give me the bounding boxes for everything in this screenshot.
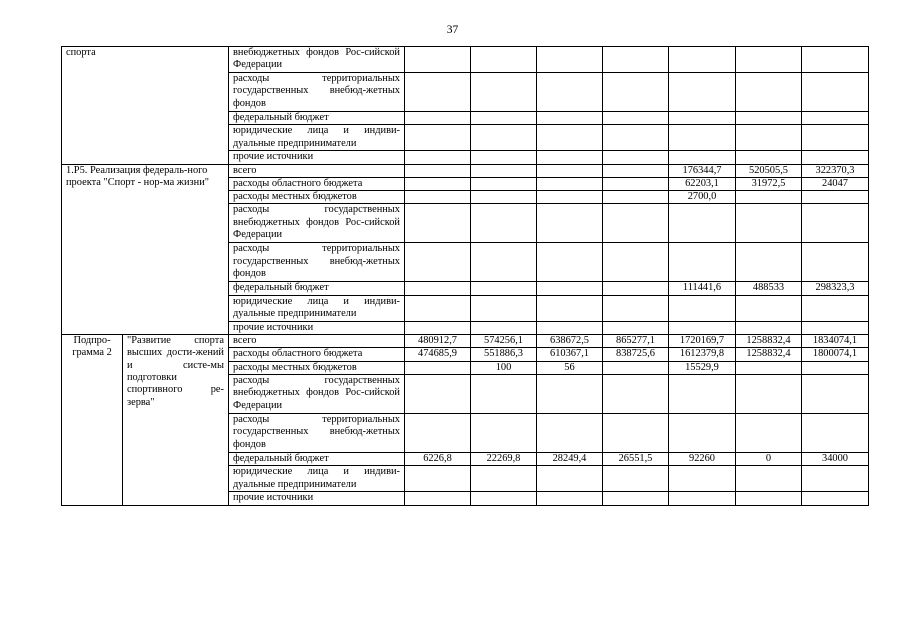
source-label: расходы государственных внебюджетных фондов Рос-сийской Федерации [229, 204, 405, 243]
empty-cell [669, 151, 736, 164]
value-cell [405, 191, 471, 204]
source-label: расходы территориальных государственных внебюд-жетных фондов [229, 243, 405, 282]
empty-cell [405, 73, 471, 112]
empty-cell [603, 295, 669, 321]
empty-cell [669, 492, 736, 505]
value-cell [405, 164, 471, 177]
empty-cell [669, 112, 736, 125]
empty-cell [603, 243, 669, 282]
empty-cell [405, 466, 471, 492]
source-label: расходы областного бюджета [229, 348, 405, 361]
empty-cell [802, 466, 869, 492]
empty-cell [802, 73, 869, 112]
value-cell: 0 [736, 452, 802, 465]
value-cell [537, 191, 603, 204]
empty-cell [405, 413, 471, 452]
value-cell [802, 361, 869, 374]
value-cell: 610367,1 [537, 348, 603, 361]
value-cell: 2700,0 [669, 191, 736, 204]
value-cell: 6226,8 [405, 452, 471, 465]
value-cell: 1612379,8 [669, 348, 736, 361]
empty-cell [802, 374, 869, 413]
source-label: федеральный бюджет [229, 452, 405, 465]
program-name: спорта [62, 47, 229, 165]
value-cell: 298323,3 [802, 282, 869, 295]
empty-cell [736, 112, 802, 125]
empty-cell [537, 413, 603, 452]
empty-cell [736, 466, 802, 492]
value-cell: 34000 [802, 452, 869, 465]
source-label: всего [229, 335, 405, 348]
source-label: юридические лица и индиви-дуальные предприниматели [229, 125, 405, 151]
value-cell: 322370,3 [802, 164, 869, 177]
empty-cell [802, 321, 869, 334]
empty-cell [405, 374, 471, 413]
empty-cell [669, 413, 736, 452]
value-cell: 488533 [736, 282, 802, 295]
subprogram-label: Подпро-грамма 2 [62, 335, 123, 505]
table-row [62, 335, 869, 348]
value-cell [603, 177, 669, 190]
value-cell [603, 164, 669, 177]
empty-cell [471, 321, 537, 334]
empty-cell [537, 125, 603, 151]
empty-cell [802, 125, 869, 151]
empty-cell [537, 243, 603, 282]
empty-cell [405, 492, 471, 505]
empty-cell [471, 112, 537, 125]
value-cell [802, 191, 869, 204]
value-cell: 551886,3 [471, 348, 537, 361]
empty-cell [669, 73, 736, 112]
value-cell [471, 282, 537, 295]
empty-cell [736, 125, 802, 151]
value-cell: 176344,7 [669, 164, 736, 177]
source-label: юридические лица и индиви-дуальные предприниматели [229, 466, 405, 492]
empty-cell [537, 466, 603, 492]
empty-cell [471, 466, 537, 492]
value-cell: 56 [537, 361, 603, 374]
empty-cell [537, 204, 603, 243]
value-cell [537, 282, 603, 295]
empty-cell [736, 321, 802, 334]
value-cell: 520505,5 [736, 164, 802, 177]
empty-cell [603, 125, 669, 151]
empty-cell [603, 47, 669, 73]
source-label: федеральный бюджет [229, 112, 405, 125]
value-cell [405, 177, 471, 190]
empty-cell [537, 112, 603, 125]
empty-cell [405, 321, 471, 334]
empty-cell [669, 466, 736, 492]
table-row [62, 164, 869, 177]
value-cell: 474685,9 [405, 348, 471, 361]
empty-cell [471, 492, 537, 505]
empty-cell [603, 151, 669, 164]
empty-cell [537, 321, 603, 334]
source-label: всего [229, 164, 405, 177]
empty-cell [405, 47, 471, 73]
empty-cell [669, 243, 736, 282]
empty-cell [669, 125, 736, 151]
empty-cell [537, 47, 603, 73]
subprogram-name: "Развитие спорта высших дости-жений и систе-мы подготовки спортивного ре-зерва" [123, 335, 229, 505]
empty-cell [537, 295, 603, 321]
source-label: расходы территориальных государственных внебюд-жетных фондов [229, 413, 405, 452]
empty-cell [471, 73, 537, 112]
empty-cell [537, 374, 603, 413]
empty-cell [736, 73, 802, 112]
source-label: расходы местных бюджетов [229, 361, 405, 374]
value-cell: 1258832,4 [736, 348, 802, 361]
source-label: прочие источники [229, 151, 405, 164]
source-label: федеральный бюджет [229, 282, 405, 295]
value-cell [471, 164, 537, 177]
empty-cell [603, 374, 669, 413]
value-cell: 31972,5 [736, 177, 802, 190]
empty-cell [471, 125, 537, 151]
page-number: 37 [446, 24, 459, 36]
empty-cell [471, 47, 537, 73]
empty-cell [471, 204, 537, 243]
table-row [62, 47, 869, 73]
empty-cell [802, 295, 869, 321]
source-label: расходы государственных внебюджетных фондов Рос-сийской Федерации [229, 374, 405, 413]
value-cell: 574256,1 [471, 335, 537, 348]
empty-cell [537, 492, 603, 505]
value-cell: 22269,8 [471, 452, 537, 465]
empty-cell [471, 413, 537, 452]
empty-cell [802, 413, 869, 452]
empty-cell [802, 151, 869, 164]
empty-cell [471, 243, 537, 282]
value-cell [471, 177, 537, 190]
value-cell [405, 361, 471, 374]
value-cell: 1834074,1 [802, 335, 869, 348]
empty-cell [669, 321, 736, 334]
empty-cell [603, 413, 669, 452]
empty-cell [802, 47, 869, 73]
empty-cell [471, 374, 537, 413]
empty-cell [802, 204, 869, 243]
empty-cell [669, 295, 736, 321]
empty-cell [405, 204, 471, 243]
empty-cell [669, 47, 736, 73]
empty-cell [405, 151, 471, 164]
empty-cell [802, 243, 869, 282]
value-cell [471, 191, 537, 204]
source-label: расходы местных бюджетов [229, 191, 405, 204]
empty-cell [603, 321, 669, 334]
value-cell: 1720169,7 [669, 335, 736, 348]
empty-cell [736, 413, 802, 452]
source-label: прочие источники [229, 492, 405, 505]
empty-cell [736, 204, 802, 243]
empty-cell [537, 73, 603, 112]
funding-table [61, 46, 869, 506]
source-label: внебюджетных фондов Рос-сийской Федерации [229, 47, 405, 73]
empty-cell [603, 73, 669, 112]
value-cell [405, 282, 471, 295]
empty-cell [405, 112, 471, 125]
empty-cell [736, 374, 802, 413]
value-cell: 15529,9 [669, 361, 736, 374]
project-name: 1.Р5. Реализация федераль-ного проекта "Спорт - нор-ма жизни" [62, 164, 229, 334]
empty-cell [802, 492, 869, 505]
empty-cell [405, 295, 471, 321]
empty-cell [471, 151, 537, 164]
value-cell: 100 [471, 361, 537, 374]
empty-cell [736, 47, 802, 73]
empty-cell [736, 295, 802, 321]
source-label: прочие источники [229, 321, 405, 334]
value-cell [603, 282, 669, 295]
source-label: расходы областного бюджета [229, 177, 405, 190]
value-cell: 26551,5 [603, 452, 669, 465]
value-cell: 62203,1 [669, 177, 736, 190]
value-cell: 92260 [669, 452, 736, 465]
value-cell: 24047 [802, 177, 869, 190]
value-cell [736, 361, 802, 374]
value-cell: 865277,1 [603, 335, 669, 348]
empty-cell [603, 466, 669, 492]
value-cell [537, 177, 603, 190]
value-cell [603, 191, 669, 204]
value-cell [736, 191, 802, 204]
empty-cell [405, 243, 471, 282]
value-cell: 480912,7 [405, 335, 471, 348]
value-cell [537, 164, 603, 177]
value-cell [603, 361, 669, 374]
empty-cell [736, 243, 802, 282]
empty-cell [736, 151, 802, 164]
source-label: юридические лица и индиви-дуальные предприниматели [229, 295, 405, 321]
empty-cell [405, 125, 471, 151]
empty-cell [537, 151, 603, 164]
empty-cell [802, 112, 869, 125]
empty-cell [603, 112, 669, 125]
value-cell: 638672,5 [537, 335, 603, 348]
empty-cell [736, 492, 802, 505]
empty-cell [471, 295, 537, 321]
source-label: расходы территориальных государственных внебюд-жетных фондов [229, 73, 405, 112]
value-cell: 1800074,1 [802, 348, 869, 361]
value-cell: 28249,4 [537, 452, 603, 465]
value-cell: 1258832,4 [736, 335, 802, 348]
value-cell: 111441,6 [669, 282, 736, 295]
empty-cell [669, 204, 736, 243]
value-cell: 838725,6 [603, 348, 669, 361]
empty-cell [669, 374, 736, 413]
empty-cell [603, 204, 669, 243]
empty-cell [603, 492, 669, 505]
